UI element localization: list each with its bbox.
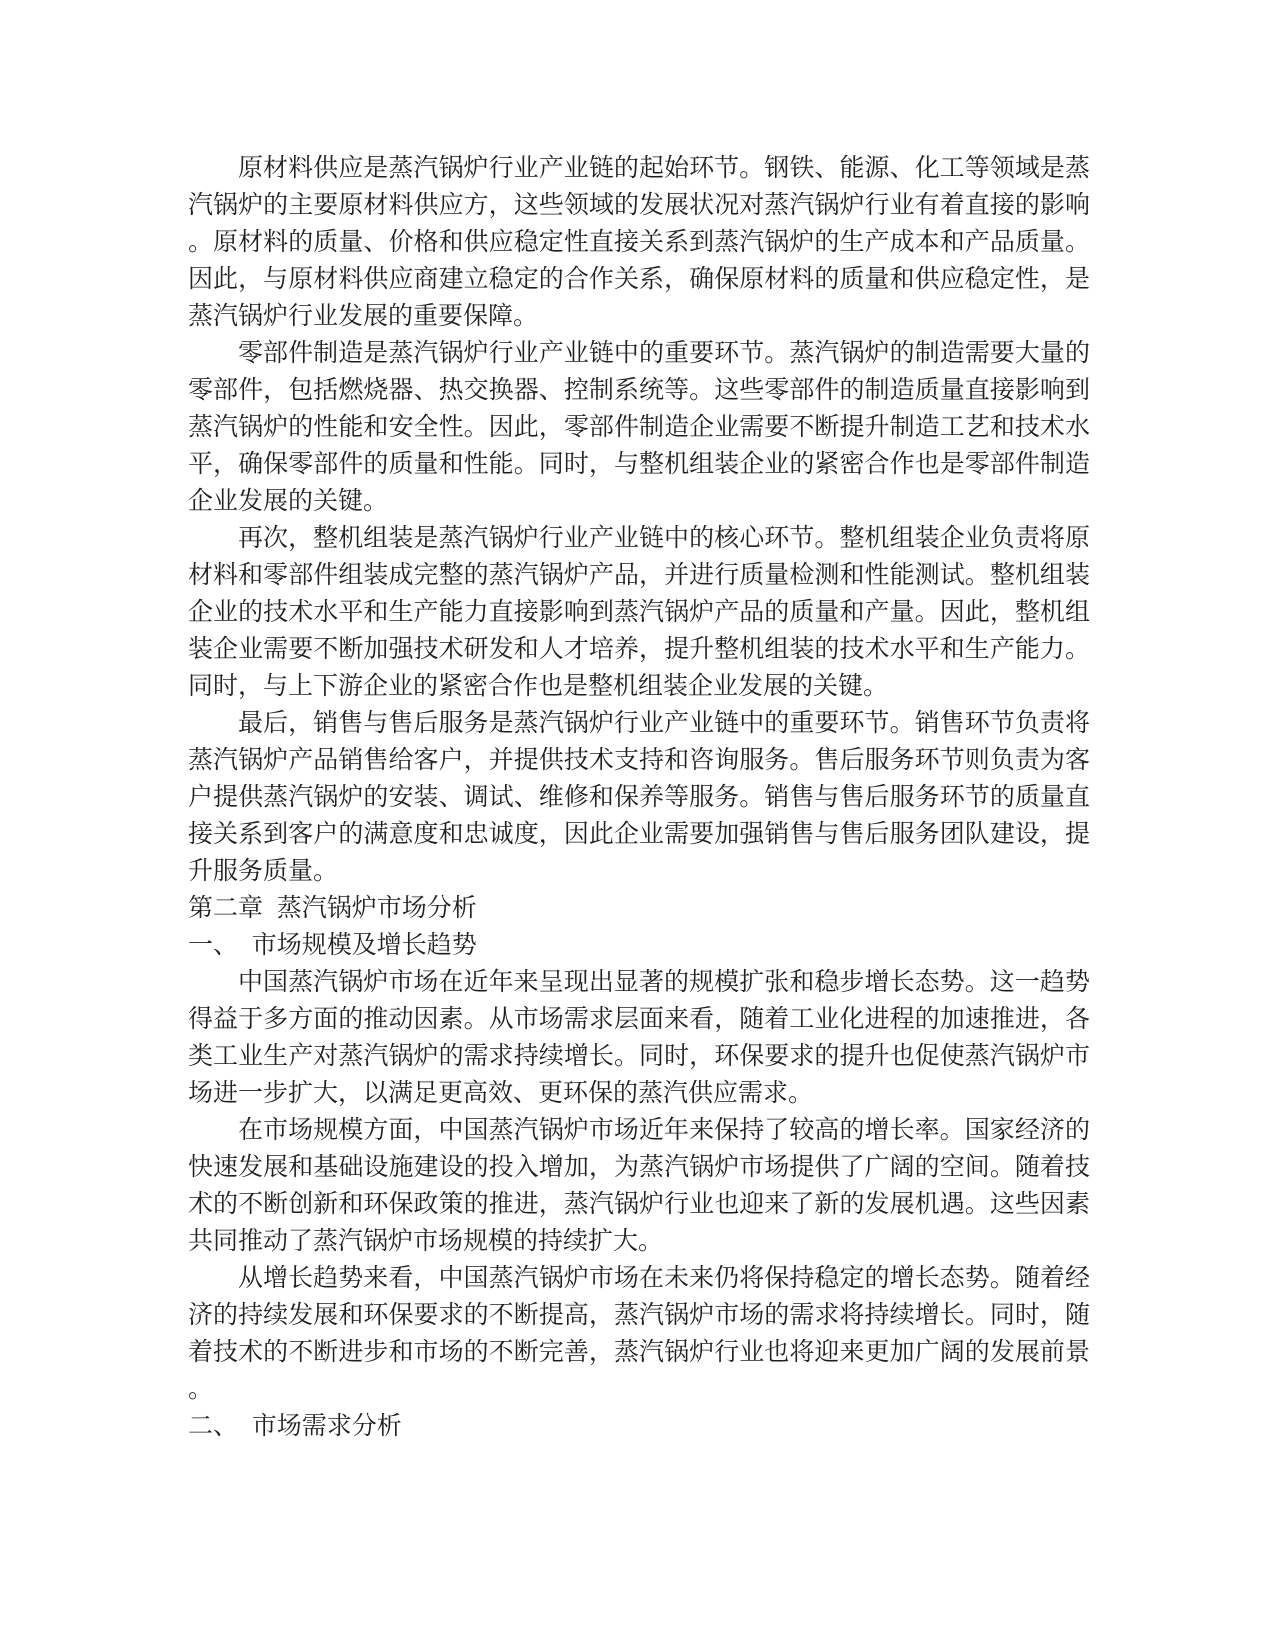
- section-title: 市场规模及增长趋势: [251, 932, 477, 959]
- section-heading: [188, 1408, 1090, 1445]
- paragraph: 最后，销售与售后服务是蒸汽锅炉行业产业链中的重要环节。销售环节负责将蒸汽锅炉产品销售给客户，并提供技术支持和咨询服务。售后服务环节则负责为客户提供蒸汽锅炉的安装、调试、维修和保养等服务。销售与售后服务环节的质量直接关系到客户的满意度和忠诚度，因此企业需要加强销售与售后服务团队建设，提升服务质量。: [188, 710, 1090, 885]
- paragraph: 零部件制造是蒸汽锅炉行业产业链中的重要环节。蒸汽锅炉的制造需要大量的零部件，包括燃烧器、热交换器、控制系统等。这些零部件的制造质量直接影响到蒸汽锅炉的性能和安全性。因此，零部件制造企业需要不断提升制造工艺和技术水平，确保零部件的质量和性能。同时，与整机组装企业的紧密合作也是零部件制造企业发展的关键。: [188, 340, 1090, 515]
- section-number: 一、: [188, 932, 239, 959]
- chapter-title: 蒸汽锅炉市场分析: [276, 895, 477, 922]
- section-number: 二、: [188, 1413, 239, 1440]
- paragraph: 在市场规模方面，中国蒸汽锅炉市场近年来保持了较高的增长率。国家经济的快速发展和基础设施建设的投入增加，为蒸汽锅炉市场提供了广阔的空间。随着技术的不断创新和环保政策的推进，蒸汽锅炉行业也迎来了新的发展机遇。这些因素共同推动了蒸汽锅炉市场规模的持续扩大。: [188, 1117, 1090, 1255]
- chapter-number: 第二章: [188, 895, 264, 922]
- paragraph: 再次，整机组装是蒸汽锅炉行业产业链中的核心环节。整机组装企业负责将原材料和零部件组装成完整的蒸汽锅炉产品，并进行质量检测和性能测试。整机组装企业的技术水平和生产能力直接影响到蒸汽锅炉产品的质量和产量。因此，整机组装企业需要不断加强技术研发和人才培养，提升整机组装的技术水平和生产能力。同时，与上下游企业的紧密合作也是整机组装企业发展的关键。: [188, 525, 1090, 700]
- page-text-column: [188, 150, 1090, 1445]
- section-title: 市场需求分析: [251, 1413, 402, 1440]
- paragraph: 中国蒸汽锅炉市场在近年来呈现出显著的规模扩张和稳步增长态势。这一趋势得益于多方面的推动因素。从市场需求层面来看，随着工业化进程的加速推进，各类工业生产对蒸汽锅炉的需求持续增长。同时，环保要求的提升也促使蒸汽锅炉市场进一步扩大，以满足更高效、更环保的蒸汽供应需求。: [188, 969, 1090, 1107]
- paragraph: 原材料供应是蒸汽锅炉行业产业链的起始环节。钢铁、能源、化工等领域是蒸汽锅炉的主要原材料供应方，这些领域的发展状况对蒸汽锅炉行业有着直接的影响。原材料的质量、价格和供应稳定性直接关系到蒸汽锅炉的生产成本和产品质量。因此，与原材料供应商建立稳定的合作关系，确保原材料的质量和供应稳定性，是蒸汽锅炉行业发展的重要保障。: [188, 155, 1090, 330]
- paragraph: 从增长趋势来看，中国蒸汽锅炉市场在未来仍将保持稳定的增长态势。随着经济的持续发展和环保要求的不断提高，蒸汽锅炉市场的需求将持续增长。同时，随着技术的不断进步和市场的不断完善，蒸汽锅炉行业也将迎来更加广阔的发展前景。: [188, 1265, 1090, 1403]
- chapter-heading: [188, 890, 1090, 927]
- section-heading: [188, 927, 1090, 964]
